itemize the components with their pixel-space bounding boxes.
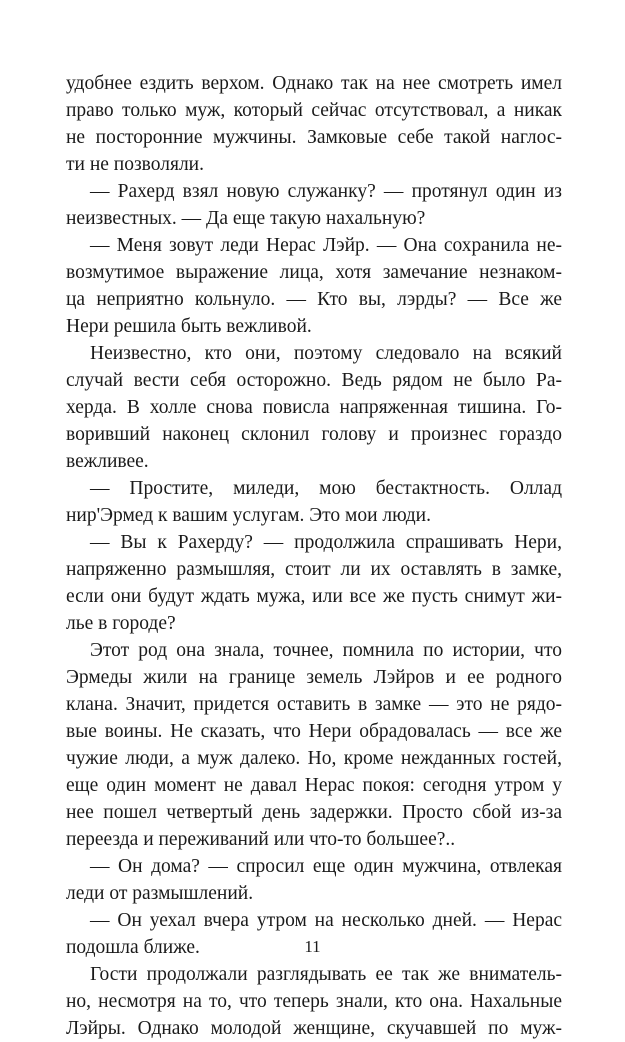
text-line: — Простите, миледи, мою бестактность. Оллад <box>90 478 562 499</box>
text-line: право только муж, который сейчас отсутствовал, а никак <box>66 100 562 121</box>
text-line: Неизвестно, кто они, поэтому следовало на всякий <box>90 343 562 364</box>
text-line: удобнее ездить верхом. Однако так на нее смотреть имел <box>66 73 562 94</box>
text-line: клана. Значит, придется оставить в замке — это не рядо- <box>66 694 562 715</box>
text-line: Этот род она знала, точнее, помнила по истории, что <box>90 640 562 661</box>
page-text <box>66 70 562 1042</box>
text-line: возмутимое выражение лица, хотя замечание незнаком- <box>66 262 562 283</box>
text-line: — Вы к Рахерду? — продолжила спрашивать Нери, <box>90 532 562 553</box>
text-line: вые воины. Не сказать, что Нери обрадовалась — все же <box>66 721 562 742</box>
text-line: случай вести себя осторожно. Ведь рядом не было Ра- <box>66 370 562 391</box>
text-line: переезда и переживаний или что-то большее?.. <box>66 829 456 850</box>
text-line: — Рахерд взял новую служанку? — протянул один из <box>90 181 562 202</box>
text-line: еще один момент не давал Нерас покоя: сегодня утром у <box>66 775 562 796</box>
text-line: вежливее. <box>66 451 149 472</box>
text-line: чужие люди, а муж далеко. Но, кроме нежданных гостей, <box>66 748 562 769</box>
text-line: Гости продолжали разглядывать ее так же вниматель- <box>90 964 562 985</box>
text-line: Нери решила быть вежливой. <box>66 316 312 337</box>
text-line: — Меня зовут леди Нерас Лэйр. — Она сохранила не- <box>90 235 562 256</box>
text-line: Лэйры. Однако молодой женщине, скучавшей по муж- <box>66 1018 562 1039</box>
text-line: — Он дома? — спросил еще один мужчина, отвлекая <box>90 856 562 877</box>
text-line: нее пошел четвертый день задержки. Просто сбой из-за <box>66 802 562 823</box>
page-number: 11 <box>304 937 321 956</box>
text-line: не посторонние мужчины. Замковые себе такой наглос- <box>66 127 562 148</box>
text-line: ти не позволяли. <box>66 154 204 175</box>
text-line: леди от размышлений. <box>66 883 254 904</box>
text-line: ца неприятно кольнуло. — Кто вы, лэрды? — Все же <box>66 289 562 310</box>
text-line: если они будут ждать мужа, или все же пусть снимут жи- <box>66 586 562 607</box>
text-line: лье в городе? <box>66 613 176 634</box>
text-line: херда. В холле снова повисла напряженная тишина. Го- <box>66 397 562 418</box>
text-line: Эрмеды жили на границе земель Лэйров и ее родного <box>66 667 562 688</box>
text-line: но, несмотря на то, что теперь знали, кто она. Нахальные <box>66 991 562 1012</box>
text-line: напряженно размышляя, стоит ли их оставлять в замке, <box>66 559 562 580</box>
text-line: подошла ближе. <box>66 937 200 958</box>
text-line: воривший наконец склонил голову и произнес гораздо <box>66 424 562 445</box>
text-line: нир'Эрмед к вашим услугам. Это мои люди. <box>66 505 431 526</box>
text-line: неизвестных. — Да еще такую нахальную? <box>66 208 426 229</box>
text-line: — Он уехал вчера утром на несколько дней. — Нерас <box>90 910 562 931</box>
